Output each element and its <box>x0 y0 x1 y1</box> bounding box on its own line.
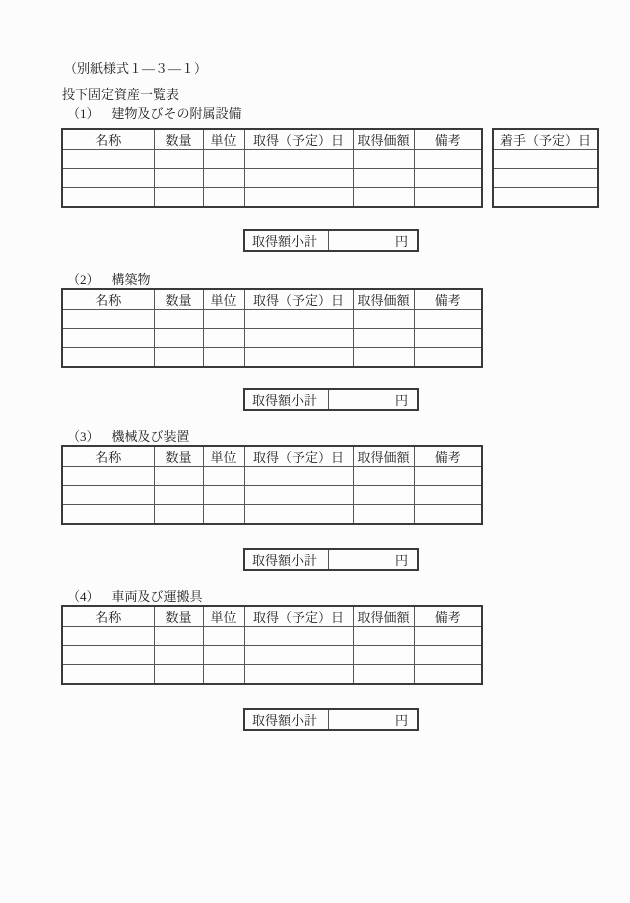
table-row <box>62 329 482 348</box>
subtotal-box <box>243 708 419 731</box>
asset-table-machinery <box>61 445 483 525</box>
table-cell <box>353 505 414 524</box>
table-cell <box>244 310 353 329</box>
section-number: （3） <box>67 429 100 444</box>
document-title: 投下固定資産一覧表 <box>62 87 180 102</box>
subtotal-label: 取得額小計 <box>244 549 328 570</box>
table-row <box>62 505 482 524</box>
table-cell <box>154 169 203 188</box>
table-cell <box>62 310 154 329</box>
table-cell <box>414 348 482 367</box>
column-header-name: 名称 <box>62 289 154 310</box>
section-title: 構築物 <box>111 272 151 287</box>
start-date-table <box>492 128 599 208</box>
table-cell <box>414 188 482 207</box>
subtotal-row <box>244 709 418 730</box>
table-cell <box>62 665 154 684</box>
subtotal-box <box>243 229 419 252</box>
table-cell <box>244 188 353 207</box>
column-header-remarks: 備考 <box>414 606 482 627</box>
table-cell <box>203 486 244 505</box>
table-cell <box>244 150 353 169</box>
table-cell <box>62 486 154 505</box>
table-cell <box>414 150 482 169</box>
subtotal-unit: 円 <box>394 713 408 728</box>
subtotal-row <box>244 389 418 410</box>
column-header-acquisition-date: 取得（予定）日 <box>244 606 353 627</box>
table-cell <box>353 188 414 207</box>
section-4-heading <box>67 588 203 605</box>
column-header-quantity: 数量 <box>154 446 203 467</box>
table-cell <box>62 150 154 169</box>
column-header-acquisition-price: 取得価額 <box>353 446 414 467</box>
subtotal-value <box>328 389 418 410</box>
table-cell <box>353 150 414 169</box>
table-cell <box>203 329 244 348</box>
section-title: 建物及びその附属設備 <box>111 106 242 121</box>
table-cell <box>414 329 482 348</box>
subtotal-row <box>244 230 418 251</box>
table-cell <box>244 348 353 367</box>
table-cell <box>493 169 598 188</box>
column-header-remarks: 備考 <box>414 446 482 467</box>
column-header-unit: 単位 <box>203 606 244 627</box>
table-cell <box>353 627 414 646</box>
table-cell <box>353 646 414 665</box>
table-cell <box>353 329 414 348</box>
table-cell <box>154 665 203 684</box>
asset-table-structures <box>61 288 483 368</box>
table-cell <box>414 646 482 665</box>
column-header-remarks: 備考 <box>414 129 482 150</box>
column-header-quantity: 数量 <box>154 606 203 627</box>
header-row <box>62 289 482 310</box>
table-cell <box>244 467 353 486</box>
column-header-name: 名称 <box>62 446 154 467</box>
table-row <box>62 486 482 505</box>
table-row <box>62 665 482 684</box>
header-row <box>62 606 482 627</box>
section-title: 機械及び装置 <box>111 429 190 444</box>
subtotal-unit: 円 <box>394 553 408 568</box>
table-cell <box>414 627 482 646</box>
table-cell <box>203 169 244 188</box>
table-cell <box>203 348 244 367</box>
column-header-acquisition-date: 取得（予定）日 <box>244 446 353 467</box>
column-header-acquisition-price: 取得価額 <box>353 606 414 627</box>
table-cell <box>203 188 244 207</box>
table-cell <box>414 505 482 524</box>
table-cell <box>203 150 244 169</box>
column-header-acquisition-date: 取得（予定）日 <box>244 289 353 310</box>
section-number: （1） <box>67 106 100 121</box>
table-cell <box>244 486 353 505</box>
section-number: （2） <box>67 272 100 287</box>
table-row <box>493 150 598 169</box>
column-header-quantity: 数量 <box>154 129 203 150</box>
table-cell <box>62 329 154 348</box>
table-cell <box>62 188 154 207</box>
table-cell <box>353 665 414 684</box>
table-cell <box>353 169 414 188</box>
table-row <box>62 150 482 169</box>
column-header-acquisition-price: 取得価額 <box>353 289 414 310</box>
section-2-heading <box>67 271 151 288</box>
subtotal-box <box>243 548 419 571</box>
header-row <box>493 129 598 150</box>
table-cell <box>493 188 598 207</box>
subtotal-value <box>328 549 418 570</box>
table-row <box>62 188 482 207</box>
subtotal-value <box>328 709 418 730</box>
table-cell <box>414 310 482 329</box>
table-cell <box>244 665 353 684</box>
column-header-name: 名称 <box>62 129 154 150</box>
column-header-acquisition-date: 取得（予定）日 <box>244 129 353 150</box>
table-cell <box>353 348 414 367</box>
table-row <box>493 169 598 188</box>
table-cell <box>203 310 244 329</box>
table-cell <box>154 310 203 329</box>
subtotal-unit: 円 <box>394 393 408 408</box>
column-header-unit: 単位 <box>203 129 244 150</box>
table-cell <box>203 505 244 524</box>
column-header-acquisition-price: 取得価額 <box>353 129 414 150</box>
table-cell <box>244 169 353 188</box>
column-header-unit: 単位 <box>203 289 244 310</box>
table-row <box>493 188 598 207</box>
subtotal-row <box>244 549 418 570</box>
subtotal-label: 取得額小計 <box>244 389 328 410</box>
table-row <box>62 169 482 188</box>
column-header-name: 名称 <box>62 606 154 627</box>
column-header-start-date: 着手（予定）日 <box>493 129 598 150</box>
table-cell <box>154 150 203 169</box>
table-cell <box>203 627 244 646</box>
table-row <box>62 310 482 329</box>
section-title: 車両及び運搬具 <box>111 589 203 604</box>
section-3-heading <box>67 428 190 445</box>
section-1-heading <box>67 105 242 122</box>
table-cell <box>154 486 203 505</box>
header-row <box>62 129 482 150</box>
table-cell <box>62 505 154 524</box>
table-row <box>62 627 482 646</box>
subtotal-label: 取得額小計 <box>244 230 328 251</box>
table-cell <box>414 665 482 684</box>
table-cell <box>353 310 414 329</box>
table-cell <box>154 646 203 665</box>
column-header-remarks: 備考 <box>414 289 482 310</box>
table-cell <box>154 348 203 367</box>
table-cell <box>62 169 154 188</box>
table-cell <box>154 505 203 524</box>
asset-table-vehicles <box>61 605 483 685</box>
table-cell <box>154 467 203 486</box>
form-code: （別紙様式１―３―１） <box>64 61 208 76</box>
table-cell <box>244 646 353 665</box>
table-cell <box>244 627 353 646</box>
subtotal-label: 取得額小計 <box>244 709 328 730</box>
table-cell <box>203 646 244 665</box>
table-cell <box>414 467 482 486</box>
table-cell <box>203 467 244 486</box>
table-cell <box>414 169 482 188</box>
table-cell <box>62 467 154 486</box>
table-cell <box>62 627 154 646</box>
table-cell <box>154 188 203 207</box>
table-cell <box>414 486 482 505</box>
subtotal-value <box>328 230 418 251</box>
section-number: （4） <box>67 589 100 604</box>
table-cell <box>493 150 598 169</box>
table-cell <box>244 505 353 524</box>
table-cell <box>203 665 244 684</box>
asset-table-buildings <box>61 128 483 208</box>
subtotal-unit: 円 <box>394 234 408 249</box>
table-cell <box>154 329 203 348</box>
table-cell <box>353 486 414 505</box>
table-row <box>62 467 482 486</box>
table-cell <box>244 329 353 348</box>
table-cell <box>62 348 154 367</box>
column-header-quantity: 数量 <box>154 289 203 310</box>
subtotal-box <box>243 388 419 411</box>
table-cell <box>154 627 203 646</box>
column-header-unit: 単位 <box>203 446 244 467</box>
table-row <box>62 348 482 367</box>
header-row <box>62 446 482 467</box>
table-cell <box>353 467 414 486</box>
table-cell <box>62 646 154 665</box>
table-row <box>62 646 482 665</box>
